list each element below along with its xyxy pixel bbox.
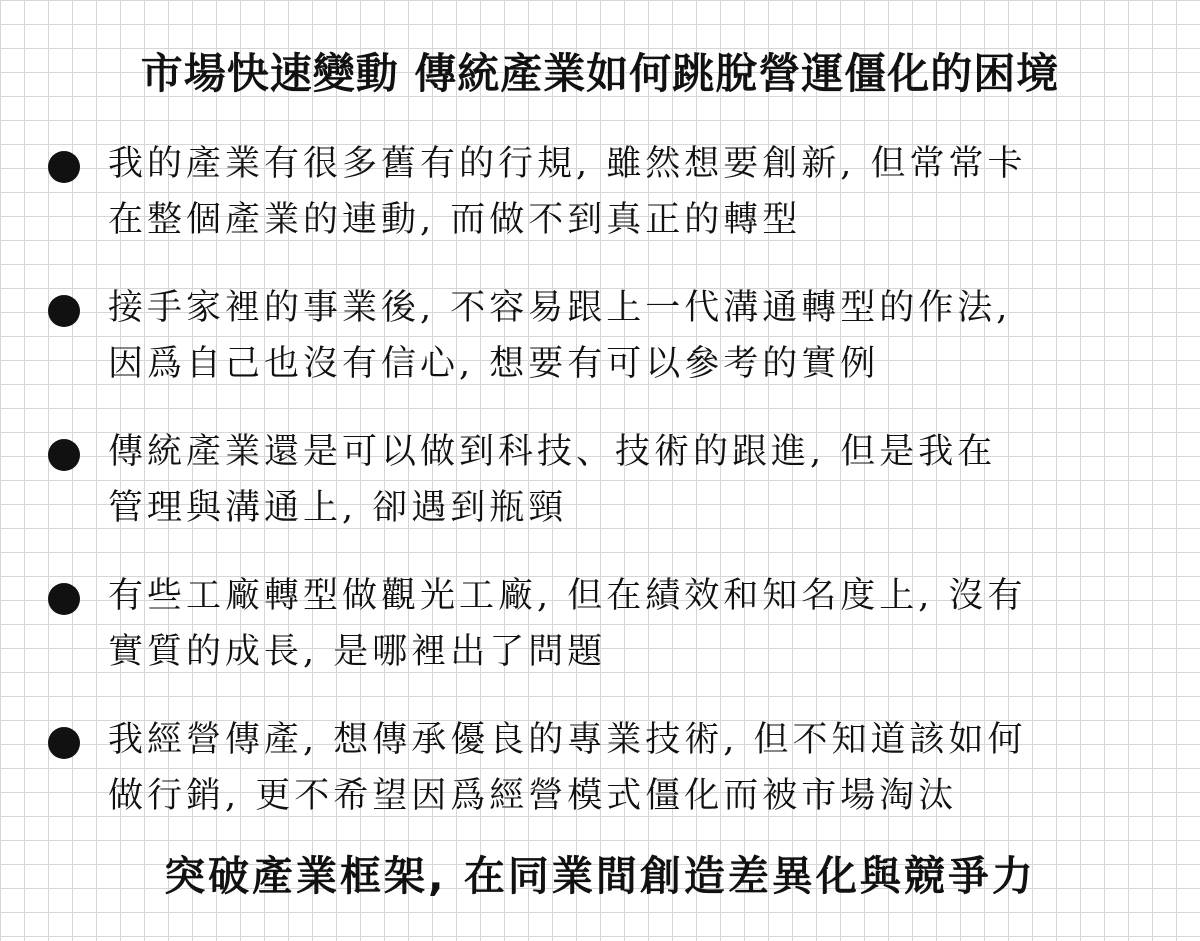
bullet-text bbox=[108, 568, 1148, 680]
bullet-line: 在整個產業的連動, 而做不到真正的轉型 bbox=[108, 200, 802, 240]
bullet-dot-icon bbox=[48, 727, 80, 759]
bullet-line: 實質的成長, 是哪裡出了問題 bbox=[108, 632, 607, 672]
bullet-dot-icon bbox=[48, 583, 80, 615]
bullet-text bbox=[108, 712, 1148, 824]
list-item bbox=[46, 136, 1156, 248]
list-item bbox=[46, 568, 1156, 680]
list-item bbox=[46, 424, 1156, 536]
bullet-line: 我的產業有很多舊有的行規, 雖然想要創新, 但常常卡 bbox=[108, 144, 1027, 184]
bullet-line: 接手家裡的事業後, 不容易跟上一代溝通轉型的作法, bbox=[108, 288, 1012, 328]
bullet-line: 有些工廠轉型做觀光工廠, 但在績效和知名度上, 沒有 bbox=[108, 576, 1027, 616]
closing-statement: 突破產業框架, 在同業間創造差異化與競爭力 bbox=[164, 852, 1036, 900]
bullet-line: 傳統產業還是可以做到科技、技術的跟進, 但是我在 bbox=[108, 432, 997, 472]
bullet-dot-icon bbox=[48, 151, 80, 183]
bullet-line: 管理與溝通上, 卻遇到瓶頸 bbox=[108, 488, 568, 528]
bullet-line: 做行銷, 更不希望因爲經營模式僵化而被市場淘汰 bbox=[108, 776, 958, 816]
list-item bbox=[46, 280, 1156, 392]
page-title: 市場快速變動 傳統產業如何跳脫營運僵化的困境 bbox=[140, 49, 1060, 98]
bullet-text bbox=[108, 136, 1148, 248]
list-item bbox=[46, 712, 1156, 824]
bullet-text bbox=[108, 424, 1148, 536]
bullet-line: 因爲自己也沒有信心, 想要有可以參考的實例 bbox=[108, 344, 880, 384]
bullet-text bbox=[108, 280, 1148, 392]
bullet-dot-icon bbox=[48, 439, 80, 471]
bullet-line: 我經營傳產, 想傳承優良的專業技術, 但不知道該如何 bbox=[108, 720, 1027, 760]
bullet-dot-icon bbox=[48, 295, 80, 327]
